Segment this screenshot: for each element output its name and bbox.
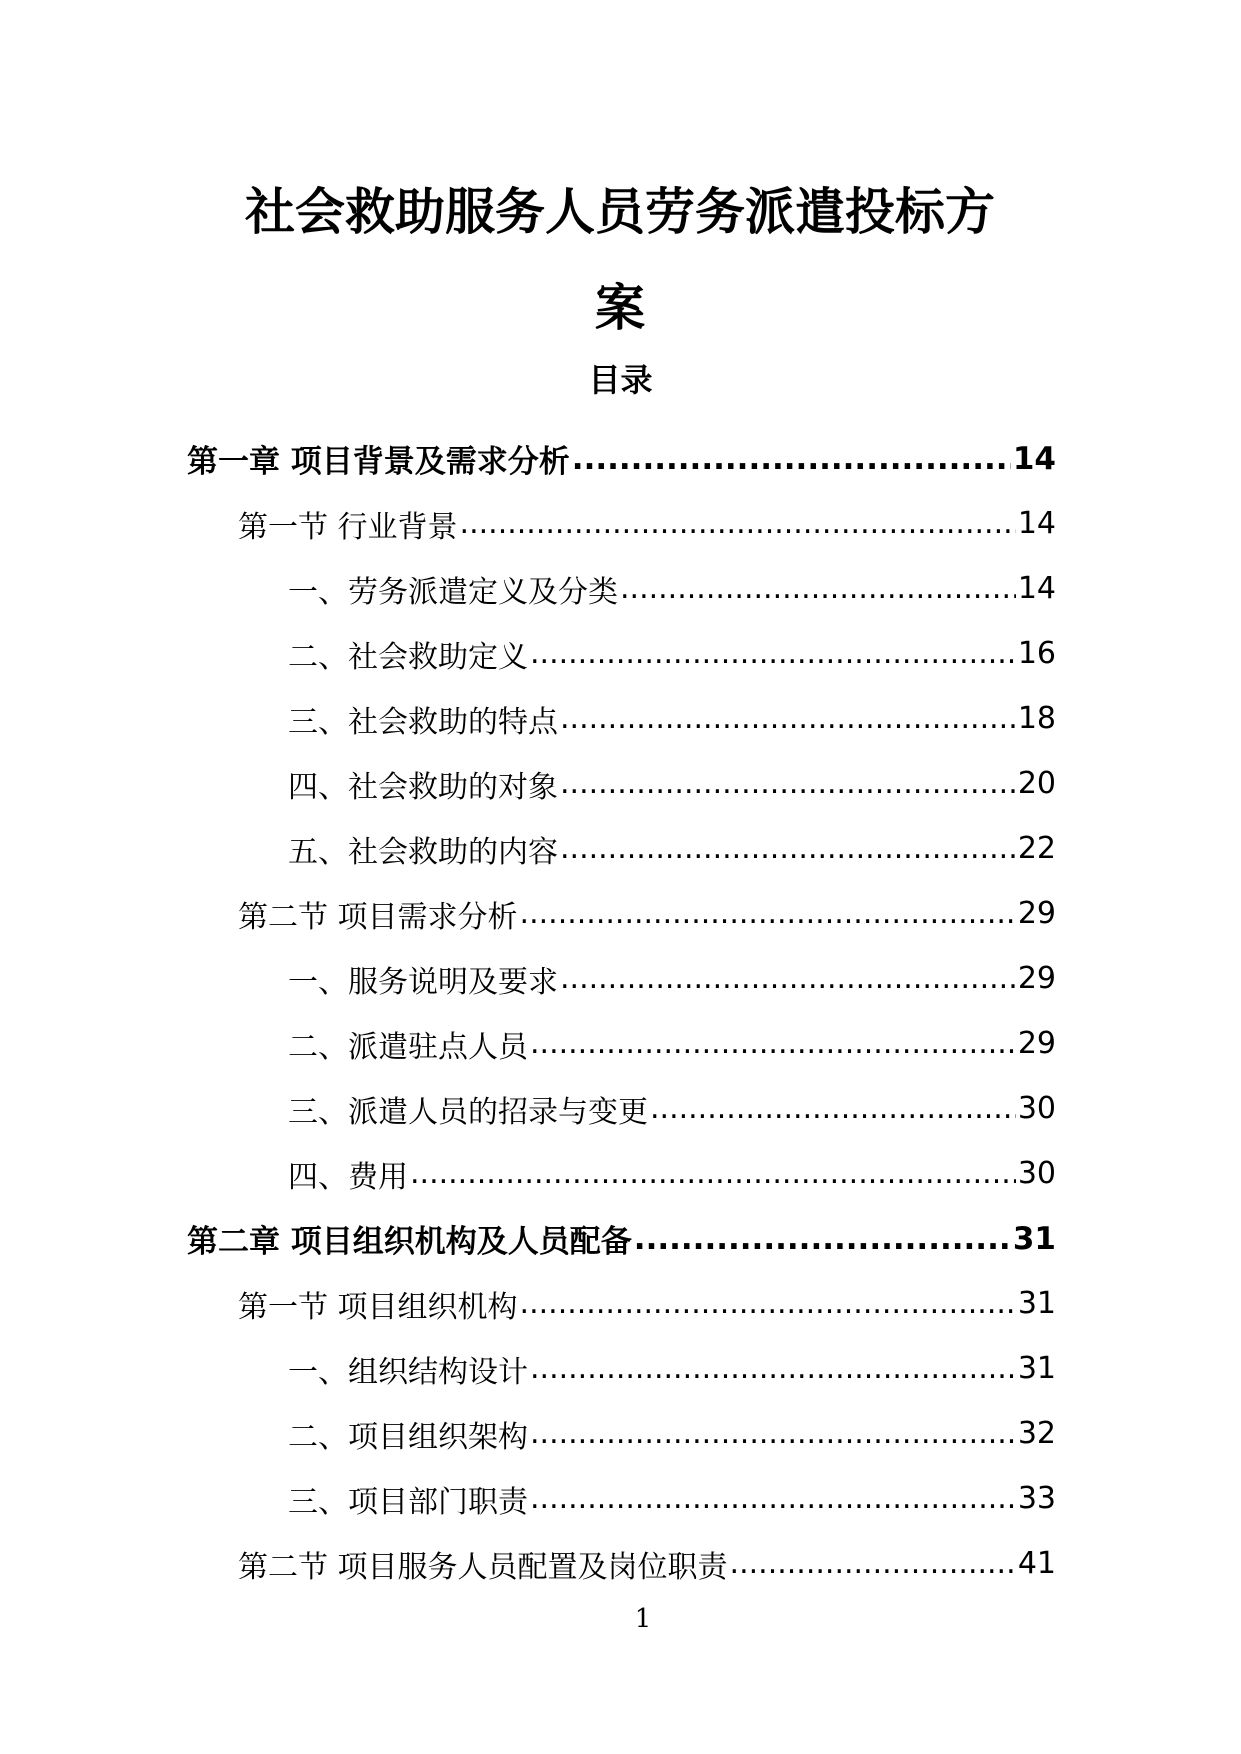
toc-subsection-entry[interactable]: [0, 686, 1056, 751]
toc-entry-text: 五、社会救助的内容: [288, 834, 558, 870]
toc-dot-leader: [520, 896, 1016, 931]
toc-dot-leader: [560, 961, 1016, 996]
table-of-contents: [0, 426, 1241, 1596]
toc-entry-text: 二、社会救助定义: [288, 639, 528, 675]
toc-subsection-entry[interactable]: [0, 1011, 1056, 1076]
toc-section-entry[interactable]: [0, 881, 1056, 946]
toc-entry-text: 四、社会救助的对象: [288, 769, 558, 805]
toc-section-entry[interactable]: [0, 491, 1056, 556]
toc-entry-text: 二、派遣驻点人员: [288, 1029, 528, 1065]
toc-entry-page-number: 29: [1017, 896, 1056, 931]
toc-chapter-entry[interactable]: [0, 1206, 1056, 1271]
toc-entry-text: 二、项目组织架构: [288, 1419, 528, 1455]
toc-entry-text: 一、劳务派遣定义及分类: [288, 574, 618, 610]
toc-entry-page-number: 32: [1017, 1416, 1056, 1451]
toc-entry-text: 第二节 项目服务人员配置及岗位职责: [238, 1549, 728, 1585]
toc-entry-page-number: 31: [1012, 1220, 1056, 1257]
toc-entry-page-number: 30: [1017, 1156, 1056, 1191]
toc-dot-leader: [560, 701, 1016, 736]
toc-dot-leader: [572, 441, 1011, 477]
toc-entry-text: 三、项目部门职责: [288, 1484, 528, 1520]
toc-entry-page-number: 16: [1017, 636, 1056, 671]
toc-entry-text: 第一节 行业背景: [238, 509, 458, 545]
toc-entry-text: 一、服务说明及要求: [288, 964, 558, 1000]
toc-entry-page-number: 29: [1017, 1026, 1056, 1061]
page-number: 1: [634, 1604, 652, 1634]
toc-heading: 目录: [588, 361, 653, 399]
toc-entry-page-number: 14: [1017, 571, 1056, 606]
toc-entry-page-number: 29: [1017, 961, 1056, 996]
toc-dot-leader: [530, 1481, 1016, 1516]
toc-subsection-entry[interactable]: [0, 1466, 1056, 1531]
toc-section-entry[interactable]: [0, 1271, 1056, 1336]
document-title: [180, 164, 1060, 356]
toc-dot-leader: [530, 1026, 1016, 1061]
toc-entry-page-number: 33: [1017, 1481, 1056, 1516]
toc-subsection-entry[interactable]: [0, 621, 1056, 686]
toc-subsection-entry[interactable]: [0, 1076, 1056, 1141]
toc-entry-page-number: 30: [1017, 1091, 1056, 1126]
toc-dot-leader: [620, 571, 1016, 606]
toc-dot-leader: [530, 1351, 1016, 1386]
toc-entry-text: 第二节 项目需求分析: [238, 899, 518, 935]
document-title-line-2: 案: [595, 279, 645, 337]
toc-subsection-entry[interactable]: [0, 751, 1056, 816]
toc-entry-page-number: 20: [1017, 766, 1056, 801]
toc-dot-leader: [460, 506, 1016, 541]
toc-entry-text: 第一节 项目组织机构: [238, 1289, 518, 1325]
toc-dot-leader: [730, 1546, 1016, 1581]
toc-subsection-entry[interactable]: [0, 1141, 1056, 1206]
document-title-line-1: 社会救助服务人员劳务派遣投标方: [245, 183, 995, 241]
toc-entry-page-number: 31: [1017, 1286, 1056, 1321]
toc-chapter-entry[interactable]: [0, 426, 1056, 491]
toc-dot-leader: [560, 766, 1016, 801]
toc-entry-page-number: 22: [1017, 831, 1056, 866]
toc-entry-text: 第一章 项目背景及需求分析: [187, 444, 570, 480]
toc-entry-page-number: 14: [1012, 440, 1056, 477]
toc-entry-text: 一、组织结构设计: [288, 1354, 528, 1390]
toc-section-entry[interactable]: [0, 1531, 1056, 1596]
toc-subsection-entry[interactable]: [0, 946, 1056, 1011]
toc-entry-text: 三、社会救助的特点: [288, 704, 558, 740]
toc-entry-page-number: 14: [1017, 506, 1056, 541]
toc-entry-page-number: 31: [1017, 1351, 1056, 1386]
toc-subsection-entry[interactable]: [0, 1401, 1056, 1466]
toc-entry-page-number: 18: [1017, 701, 1056, 736]
toc-subsection-entry[interactable]: [0, 816, 1056, 881]
toc-dot-leader: [634, 1221, 1011, 1257]
toc-dot-leader: [520, 1286, 1016, 1321]
toc-dot-leader: [530, 1416, 1016, 1451]
toc-dot-leader: [410, 1156, 1016, 1191]
toc-entry-text: 第二章 项目组织机构及人员配备: [187, 1224, 632, 1260]
toc-entry-text: 四、费用: [288, 1159, 408, 1195]
toc-dot-leader: [560, 831, 1016, 866]
toc-entry-page-number: 41: [1017, 1546, 1056, 1581]
toc-entry-text: 三、派遣人员的招录与变更: [288, 1094, 648, 1130]
toc-dot-leader: [530, 636, 1016, 671]
toc-subsection-entry[interactable]: [0, 1336, 1056, 1401]
toc-dot-leader: [650, 1091, 1016, 1126]
toc-subsection-entry[interactable]: [0, 556, 1056, 621]
